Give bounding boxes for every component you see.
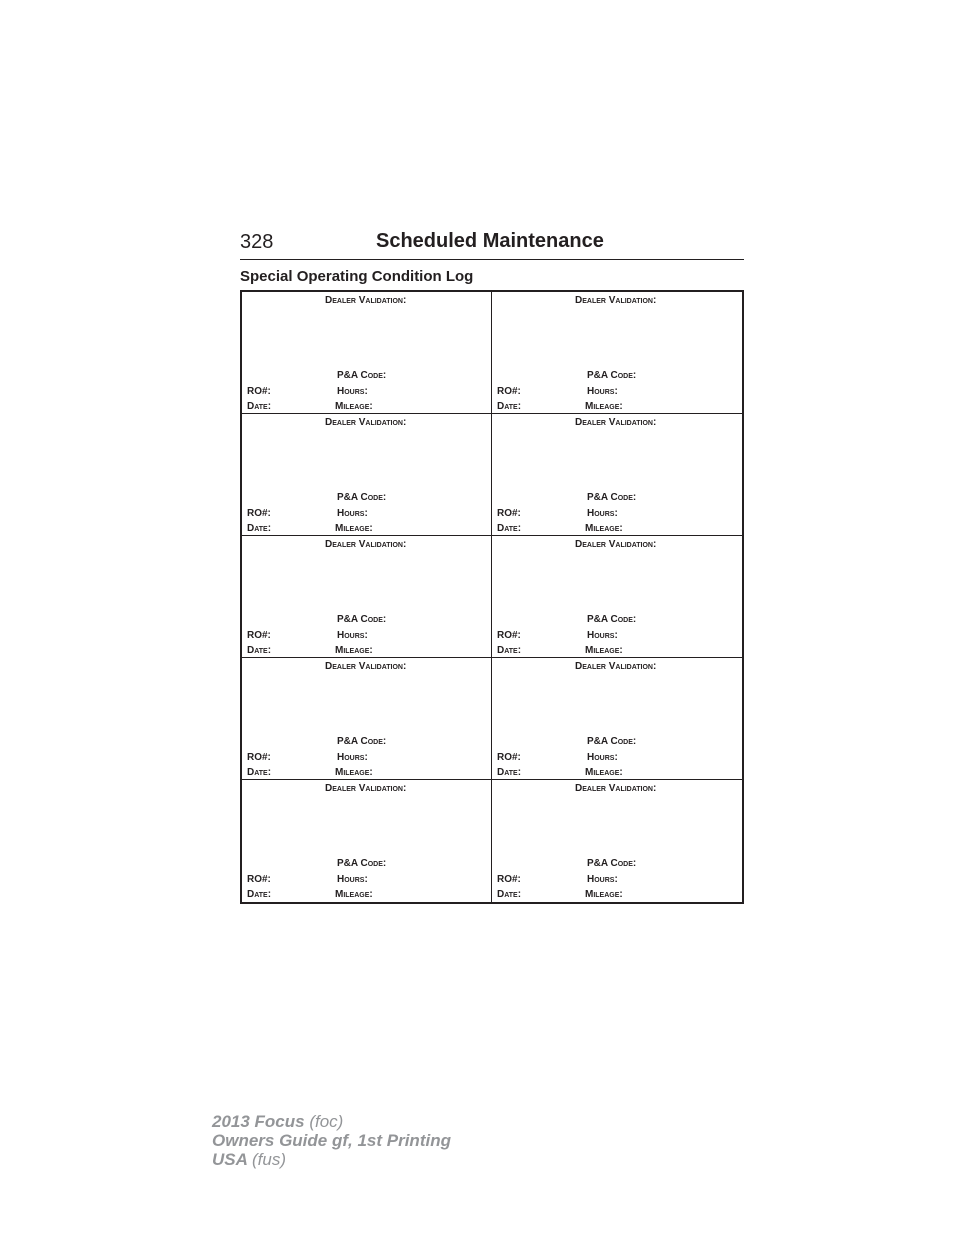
mileage-label: Mileage: bbox=[585, 645, 623, 656]
mileage-label: Mileage: bbox=[335, 401, 373, 412]
pa-code-label: P&A Code: bbox=[587, 492, 637, 503]
log-entry-cell bbox=[242, 292, 492, 414]
page-number: 328 bbox=[240, 231, 274, 253]
log-entry-cell bbox=[242, 536, 492, 658]
date-label: Date: bbox=[497, 767, 522, 778]
footer-line-3 bbox=[212, 1150, 451, 1169]
hours-label: Hours: bbox=[587, 630, 618, 641]
ro-number-label: RO#: bbox=[247, 752, 271, 763]
log-entry-cell bbox=[492, 658, 742, 780]
mileage-label: Mileage: bbox=[335, 889, 373, 900]
footer-line-2: Owners Guide gf, 1st Printing bbox=[212, 1131, 451, 1150]
mileage-label: Mileage: bbox=[585, 889, 623, 900]
dealer-validation-label: Dealer Validation: bbox=[575, 295, 657, 306]
ro-number-label: RO#: bbox=[247, 630, 271, 641]
dealer-validation-label: Dealer Validation: bbox=[325, 661, 407, 672]
ro-number-label: RO#: bbox=[247, 508, 271, 519]
hours-label: Hours: bbox=[337, 630, 368, 641]
dealer-validation-label: Dealer Validation: bbox=[325, 783, 407, 794]
footer-model: 2013 Focus bbox=[212, 1112, 305, 1131]
footer-model-code: (foc) bbox=[309, 1112, 344, 1131]
log-entry-cell bbox=[492, 536, 742, 658]
date-label: Date: bbox=[247, 767, 272, 778]
dealer-validation-label: Dealer Validation: bbox=[325, 539, 407, 550]
dealer-validation-label: Dealer Validation: bbox=[575, 661, 657, 672]
date-label: Date: bbox=[497, 889, 522, 900]
pa-code-label: P&A Code: bbox=[587, 614, 637, 625]
pa-code-label: P&A Code: bbox=[587, 858, 637, 869]
hours-label: Hours: bbox=[587, 386, 618, 397]
log-entry-cell bbox=[242, 780, 492, 902]
page-title: Scheduled Maintenance bbox=[376, 230, 604, 252]
date-label: Date: bbox=[247, 523, 272, 534]
ro-number-label: RO#: bbox=[497, 752, 521, 763]
dealer-validation-label: Dealer Validation: bbox=[575, 417, 657, 428]
mileage-label: Mileage: bbox=[335, 767, 373, 778]
mileage-label: Mileage: bbox=[585, 767, 623, 778]
hours-label: Hours: bbox=[337, 508, 368, 519]
hours-label: Hours: bbox=[337, 386, 368, 397]
log-entry-cell bbox=[492, 292, 742, 414]
log-entry-cell bbox=[492, 414, 742, 536]
dealer-validation-label: Dealer Validation: bbox=[325, 417, 407, 428]
pa-code-label: P&A Code: bbox=[337, 492, 387, 503]
date-label: Date: bbox=[247, 401, 272, 412]
pa-code-label: P&A Code: bbox=[587, 370, 637, 381]
ro-number-label: RO#: bbox=[497, 630, 521, 641]
footer-region-code: (fus) bbox=[252, 1150, 286, 1169]
ro-number-label: RO#: bbox=[497, 386, 521, 397]
pa-code-label: P&A Code: bbox=[337, 858, 387, 869]
footer-region: USA bbox=[212, 1150, 248, 1169]
date-label: Date: bbox=[247, 645, 272, 656]
log-entry-cell bbox=[242, 658, 492, 780]
ro-number-label: RO#: bbox=[497, 874, 521, 885]
date-label: Date: bbox=[497, 401, 522, 412]
mileage-label: Mileage: bbox=[335, 523, 373, 534]
mileage-label: Mileage: bbox=[585, 401, 623, 412]
footer-line-1 bbox=[212, 1112, 451, 1131]
dealer-validation-label: Dealer Validation: bbox=[575, 783, 657, 794]
page-header bbox=[240, 228, 744, 260]
date-label: Date: bbox=[497, 645, 522, 656]
hours-label: Hours: bbox=[587, 752, 618, 763]
hours-label: Hours: bbox=[337, 874, 368, 885]
hours-label: Hours: bbox=[337, 752, 368, 763]
footer bbox=[212, 1112, 451, 1169]
ro-number-label: RO#: bbox=[497, 508, 521, 519]
hours-label: Hours: bbox=[587, 874, 618, 885]
date-label: Date: bbox=[497, 523, 522, 534]
condition-log-table bbox=[240, 290, 744, 904]
dealer-validation-label: Dealer Validation: bbox=[325, 295, 407, 306]
dealer-validation-label: Dealer Validation: bbox=[575, 539, 657, 550]
hours-label: Hours: bbox=[587, 508, 618, 519]
log-entry-cell bbox=[242, 414, 492, 536]
mileage-label: Mileage: bbox=[585, 523, 623, 534]
pa-code-label: P&A Code: bbox=[337, 614, 387, 625]
date-label: Date: bbox=[247, 889, 272, 900]
section-subtitle: Special Operating Condition Log bbox=[240, 268, 474, 285]
ro-number-label: RO#: bbox=[247, 386, 271, 397]
mileage-label: Mileage: bbox=[335, 645, 373, 656]
log-entry-cell bbox=[492, 780, 742, 902]
pa-code-label: P&A Code: bbox=[337, 370, 387, 381]
ro-number-label: RO#: bbox=[247, 874, 271, 885]
pa-code-label: P&A Code: bbox=[337, 736, 387, 747]
pa-code-label: P&A Code: bbox=[587, 736, 637, 747]
